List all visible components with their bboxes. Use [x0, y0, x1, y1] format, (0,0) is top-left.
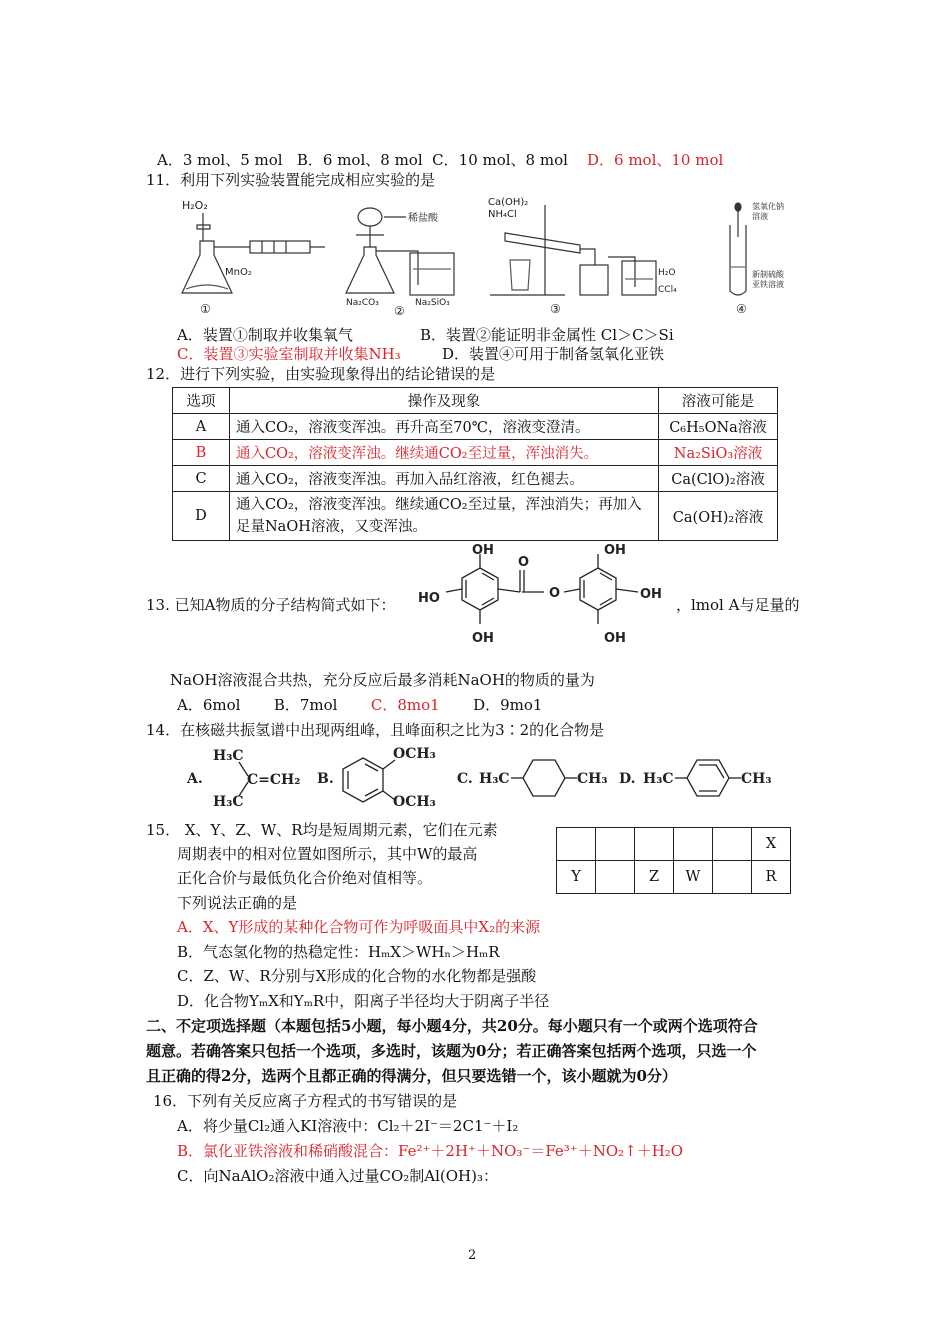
- q15-stem-line-1: 15． X、Y、Z、W、R均是短周期元素，它们在元素: [146, 821, 498, 839]
- oh-bottom-left: OH: [472, 631, 494, 646]
- q11-stem: 11．利用下列实验装置能完成相应实验的是: [146, 171, 436, 189]
- label-n2: ②: [394, 304, 405, 318]
- row-option: A: [173, 414, 230, 440]
- label-caoh2: Ca(OH)₂: [488, 197, 529, 208]
- row-option: C: [173, 466, 230, 492]
- table-header-row: [173, 388, 778, 414]
- d-ch3: CH₃: [741, 771, 772, 787]
- a-ch2: C=CH₂: [247, 772, 301, 788]
- header-operation: 操作及现象: [230, 388, 659, 414]
- q13-options: [177, 695, 542, 715]
- section2-line-1: 二、不定项选择题（本题包括5小题，每小题4分，共20分。每小题只有一个或两个选项符合: [146, 1017, 758, 1035]
- b-och3-bottom: OCH₃: [393, 794, 436, 810]
- q11-apparatus-figure: [170, 195, 790, 320]
- q15-option-d: D．化合物YₘX和YₘR中，阳离子半径均大于阴离子半径: [177, 992, 550, 1010]
- q13-structure: [416, 540, 676, 652]
- table-row: [557, 828, 791, 861]
- q16-option-b: B．氯化亚铁溶液和稀硝酸混合：Fe²⁺＋2H⁺＋NO₃⁻＝Fe³⁺＋NO₂↑＋H₂O: [177, 1142, 684, 1160]
- q16-option-c: C．向NaAlO₂溶液中通入过量CO₂制Al(OH)₃：: [177, 1167, 498, 1185]
- section2-line-3: 且正确的得2分，选两个且都正确的得满分，但只要选错一个，该小题就为0分）: [146, 1067, 677, 1085]
- b-och3-top: OCH₃: [393, 746, 436, 762]
- ho-left: HO: [418, 591, 440, 606]
- label-n3: ③: [550, 302, 561, 316]
- q11-option-d: D．装置④可用于制备氢氧化亚铁: [442, 345, 665, 363]
- pt-cell: W: [674, 861, 713, 894]
- q15-stem-line-2: 周期表中的相对位置如图所示，其中W的最高: [177, 845, 478, 863]
- q15-option-c: C．Z、W、R分别与X形成的化合物的水化物都是强酸: [177, 967, 537, 985]
- q14-label-b: B.: [317, 771, 334, 787]
- table-row: [557, 861, 791, 894]
- header-option: 选项: [173, 388, 230, 414]
- row-solution: C₆H₅ONa溶液: [659, 414, 778, 440]
- q10-option-d: D．6 mol、10 mol: [587, 151, 724, 169]
- a-h3c-bottom: H₃C: [213, 794, 244, 810]
- q14-structures: [183, 740, 783, 815]
- label-n4: ④: [736, 302, 747, 316]
- oh-top-left: OH: [472, 543, 494, 558]
- carbonyl-o: O: [518, 555, 530, 570]
- ester-o: O: [549, 586, 561, 601]
- q16-option-a: A．将少量Cl₂通入KI溶液中：Cl₂＋2I⁻＝2C1⁻＋I₂: [177, 1117, 519, 1135]
- q15-stem-line-4: 下列说法正确的是: [177, 894, 298, 912]
- label-nh4cl: NH₄Cl: [488, 209, 517, 220]
- q13-line2: NaOH溶液混合共热，充分反应后最多消耗NaOH的物质的量为: [170, 671, 595, 689]
- pt-cell: [557, 828, 596, 861]
- label-n1: ①: [200, 302, 211, 316]
- oh-right: OH: [640, 587, 662, 602]
- c-ch3: CH₃: [577, 771, 608, 787]
- pt-cell: [635, 828, 674, 861]
- row-operation: 通入CO₂，溶液变浑浊。再升高至70℃，溶液变澄清。: [230, 414, 659, 440]
- label-h2o: H₂O: [658, 268, 676, 278]
- row-solution: Ca(ClO)₂溶液: [659, 466, 778, 492]
- q13-option-b: B．7mol: [273, 696, 338, 714]
- table-row: [173, 492, 778, 541]
- label-naoh-2: 溶液: [752, 212, 768, 221]
- q14-label-d: D.: [619, 771, 636, 787]
- d-h3c: H₃C: [643, 771, 674, 787]
- label-naoh-1: 氢氧化钠: [752, 202, 784, 211]
- q13-stem-start: 13. 已知A物质的分子结构简式如下：: [146, 596, 396, 614]
- apparatus-2: [346, 208, 454, 318]
- q10-option-b: B．6 mol、8 mol: [296, 151, 423, 169]
- q11-option-a: A．装置①制取并收集氧气: [177, 326, 353, 344]
- table-row: [173, 466, 778, 492]
- page-number: 2: [468, 1248, 477, 1263]
- label-mno2: MnO₂: [225, 267, 252, 278]
- q14-stem: 14．在核磁共振氢谱中出现两组峰，且峰面积之比为3∶2的化合物是: [146, 721, 605, 739]
- label-ccl4: CCl₄: [658, 285, 677, 295]
- row-operation: 通入CO₂，溶液变浑浊。继续通CO₂至过量，浑浊消失。: [230, 440, 659, 466]
- label-fe-1: 新制硫酸: [752, 270, 784, 279]
- q15-periodic-table: [556, 827, 791, 894]
- q15-option-a: A．X、Y形成的某种化合物可作为呼吸面具中X₂的来源: [177, 918, 541, 936]
- table-row: [173, 414, 778, 440]
- pt-cell: [596, 861, 635, 894]
- apparatus-3: [488, 197, 677, 316]
- row-option: D: [173, 492, 230, 541]
- pt-cell: Y: [557, 861, 596, 894]
- apparatus-4: [730, 201, 785, 316]
- pt-cell: [674, 828, 713, 861]
- pt-cell: [713, 861, 752, 894]
- apparatus-1: [182, 199, 325, 316]
- row-solution: Ca(OH)₂溶液: [659, 492, 778, 541]
- label-hcl: 稀盐酸: [408, 213, 438, 224]
- pt-cell: [596, 828, 635, 861]
- label-h2o2: H₂O₂: [182, 199, 208, 212]
- q13-option-c: C．8mo1: [370, 696, 440, 714]
- label-na2co3: Na₂CO₃: [346, 298, 379, 308]
- q16-stem: 16．下列有关反应离子方程式的书写错误的是: [153, 1092, 458, 1110]
- q14-label-a: A.: [187, 771, 203, 787]
- q13-option-d: D．9mo1: [473, 696, 543, 714]
- q12-stem: 12．进行下列实验，由实验现象得出的结论错误的是: [146, 365, 496, 383]
- row-option: B: [173, 440, 230, 466]
- header-solution: 溶液可能是: [659, 388, 778, 414]
- pt-cell: Z: [635, 861, 674, 894]
- q15-stem-line-3: 正化合价与最低负化合价绝对值相等。: [177, 869, 433, 887]
- q14-label-c: C.: [457, 771, 473, 787]
- q11-option-c: C．装置③实验室制取并收集NH₃: [177, 345, 401, 363]
- q10-option-a: A．3 mol、5 mol: [157, 151, 283, 169]
- pt-cell: X: [752, 828, 791, 861]
- q12-table: [172, 387, 778, 541]
- q15-option-b: B．气态氢化物的热稳定性：HₘX＞WHₙ＞HₘR: [177, 943, 500, 961]
- oh-bottom-right: OH: [604, 631, 626, 646]
- table-row: [173, 440, 778, 466]
- q13-option-a: A．6mol: [177, 696, 241, 714]
- q13-stem-end: ，lmol A与足量的: [676, 596, 800, 614]
- c-h3c: H₃C: [479, 771, 510, 787]
- pt-cell: [713, 828, 752, 861]
- pt-cell: R: [752, 861, 791, 894]
- row-operation: 通入CO₂，溶液变浑浊。继续通CO₂至过量，浑浊消失；再加入足量NaOH溶液，又变浑浊。: [230, 492, 659, 541]
- a-h3c-top: H₃C: [213, 748, 244, 764]
- q10-option-c: C．10 mol、8 mol: [432, 151, 568, 169]
- label-fe-2: 亚铁溶液: [752, 280, 784, 289]
- section2-line-2: 题意。若确答案只包括一个选项，多选时，该题为0分；若正确答案包括两个选项，只选一个: [146, 1042, 757, 1060]
- label-na2sio3: Na₂SiO₃: [415, 298, 450, 308]
- row-solution: Na₂SiO₃溶液: [659, 440, 778, 466]
- q10-options: [157, 150, 723, 170]
- row-operation: 通入CO₂，溶液变浑浊。再加入品红溶液，红色褪去。: [230, 466, 659, 492]
- q11-option-b: B．装置②能证明非金属性 Cl＞C＞Si: [420, 326, 674, 344]
- oh-top-right: OH: [604, 543, 626, 558]
